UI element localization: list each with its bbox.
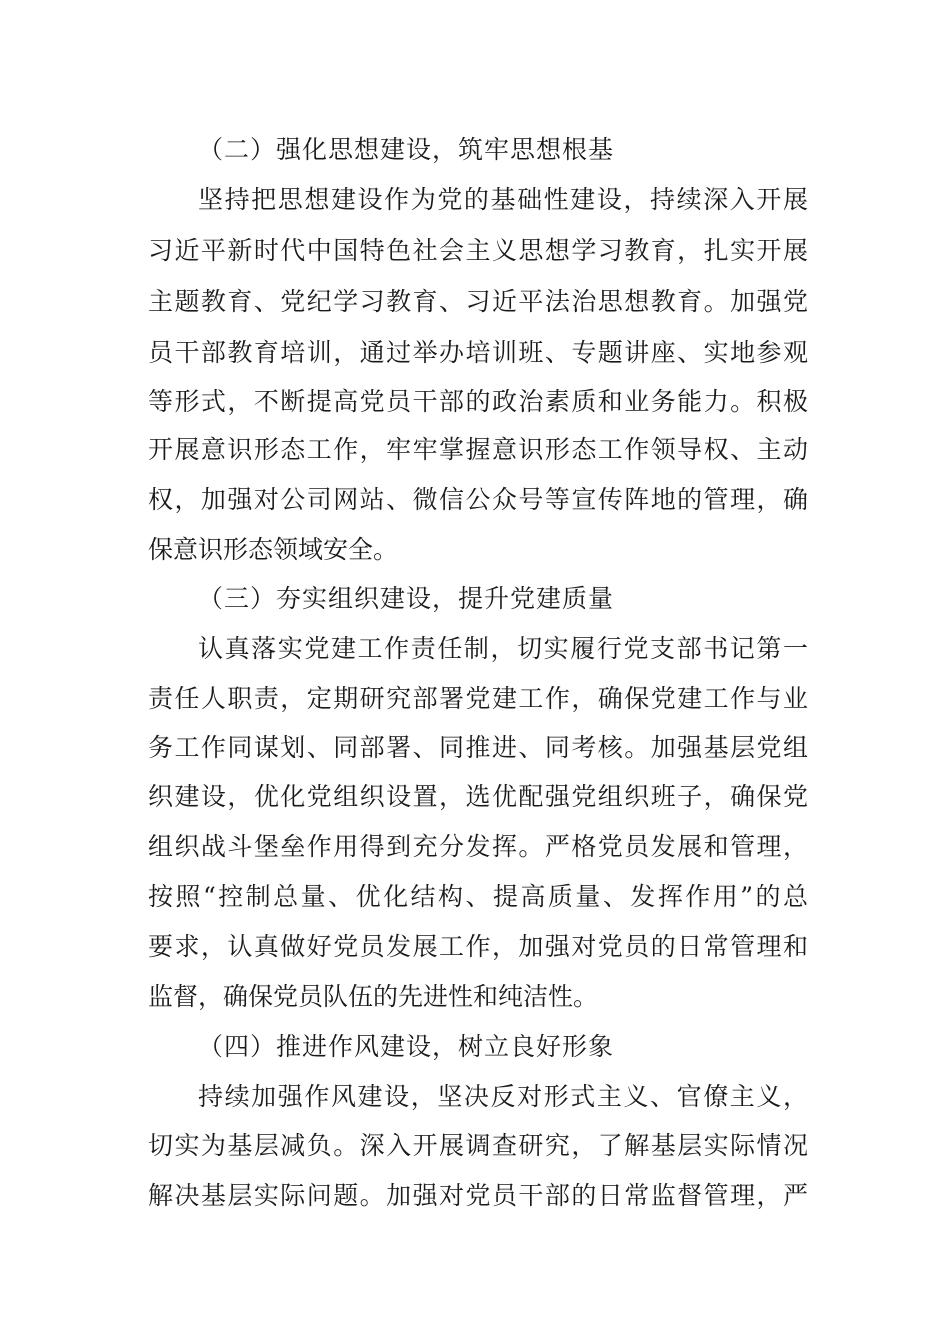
section-heading-4: （四）推进作风建设，树立良好形象 bbox=[198, 1032, 615, 1061]
paragraph-line: 等形式，不断提高党员干部的政治素质和业务能力。积极 bbox=[148, 387, 808, 416]
paragraph-line: 员干部教育培训，通过举办培训班、专题讲座、实地参观 bbox=[148, 338, 808, 367]
paragraph-line: 习近平新时代中国特色社会主义思想学习教育，扎实开展 bbox=[148, 236, 808, 265]
paragraph-line: 认真落实党建工作责任制，切实履行党支部书记第一 bbox=[198, 634, 808, 663]
paragraph-line: 权，加强对公司网站、微信公众号等宣传阵地的管理，确 bbox=[148, 485, 808, 514]
section-heading-2: （二）强化思想建设，筑牢思想根基 bbox=[198, 135, 615, 164]
paragraph-line: 开展意识形态工作，牢牢掌握意识形态工作领导权、主动 bbox=[148, 435, 808, 464]
paragraph-line: 按照“控制总量、优化结构、提高质量、发挥作用”的总 bbox=[148, 882, 808, 911]
paragraph-line: 要求，认真做好党员发展工作，加强对党员的日常管理和 bbox=[148, 932, 808, 961]
paragraph-line: 坚持把思想建设作为党的基础性建设，持续深入开展 bbox=[198, 185, 808, 214]
paragraph-line: 组织战斗堡垒作用得到充分发挥。严格党员发展和管理， bbox=[148, 832, 808, 861]
paragraph-line: 织建设，优化党组织设置，选优配强党组织班子，确保党 bbox=[148, 782, 808, 811]
paragraph-line: 责任人职责，定期研究部署党建工作，确保党建工作与业 bbox=[148, 684, 808, 713]
paragraph-line: 主题教育、党纪学习教育、习近平法治思想教育。加强党 bbox=[148, 287, 808, 316]
paragraph-line: 解决基层实际问题。加强对党员干部的日常监督管理，严 bbox=[148, 1181, 808, 1210]
paragraph-line: 监督，确保党员队伍的先进性和纯洁性。 bbox=[148, 982, 599, 1011]
paragraph-line: 务工作同谋划、同部署、同推进、同考核。加强基层党组 bbox=[148, 733, 808, 762]
paragraph-line: 切实为基层减负。深入开展调查研究，了解基层实际情况 bbox=[148, 1131, 808, 1160]
section-heading-3: （三）夯实组织建设，提升党建质量 bbox=[198, 584, 615, 613]
paragraph-line: 保意识形态领域安全。 bbox=[148, 535, 399, 564]
paragraph-line: 持续加强作风建设，坚决反对形式主义、官僚主义， bbox=[198, 1082, 808, 1111]
